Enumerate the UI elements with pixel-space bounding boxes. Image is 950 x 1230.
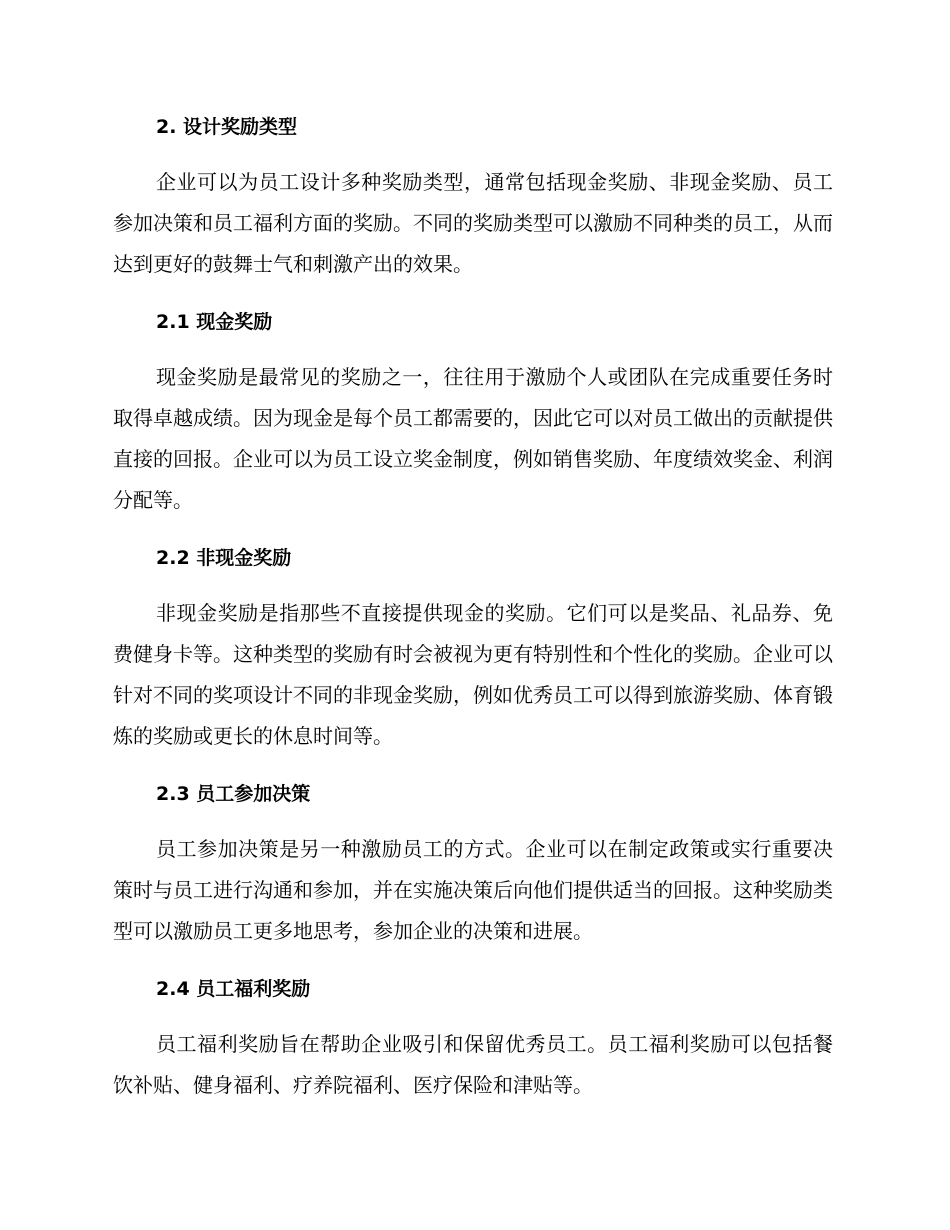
section-body-2-4: 员工福利奖励旨在帮助企业吸引和保留优秀员工。员工福利奖励可以包括餐饮补贴、健身福利、疗养院福利、医疗保险和津贴等。 [113, 1032, 833, 1097]
section-heading-2-2: 2.2 非现金奖励 [156, 547, 292, 569]
section-body-2-1: 现金奖励是最常见的奖励之一，往往用于激励个人或团队在完成重要任务时取得卓越成绩。因为现金是每个员工都需要的，因此它可以对员工做出的贡献提供直接的回报。企业可以为员工设立奖金制度，例如销售奖励、年度绩效奖金、利润分配等。 [113, 365, 833, 512]
section-heading-2-4: 2.4 员工福利奖励 [156, 978, 311, 1000]
section-heading-2: 2. 设计奖励类型 [156, 116, 298, 138]
section-heading-2-1: 2.1 现金奖励 [156, 311, 273, 333]
section-body-2-3: 员工参加决策是另一种激励员工的方式。企业可以在制定政策或实行重要决策时与员工进行沟通和参加，并在实施决策后向他们提供适当的回报。这种奖励类型可以激励员工更多地思考，参加企业的决策和进展。 [113, 837, 833, 943]
section-body-2: 企业可以为员工设计多种奖励类型，通常包括现金奖励、非现金奖励、员工参加决策和员工福利方面的奖励。不同的奖励类型可以激励不同种类的员工，从而达到更好的鼓舞士气和刺激产出的效果。 [113, 170, 833, 276]
section-body-2-2: 非现金奖励是指那些不直接提供现金的奖励。它们可以是奖品、礼品券、免费健身卡等。这种类型的奖励有时会被视为更有特别性和个性化的奖励。企业可以针对不同的奖项设计不同的非现金奖励，例如优秀员工可以得到旅游奖励、体育锻炼的奖励或更长的休息时间等。 [113, 601, 833, 748]
section-heading-2-3: 2.3 员工参加决策 [156, 783, 311, 805]
